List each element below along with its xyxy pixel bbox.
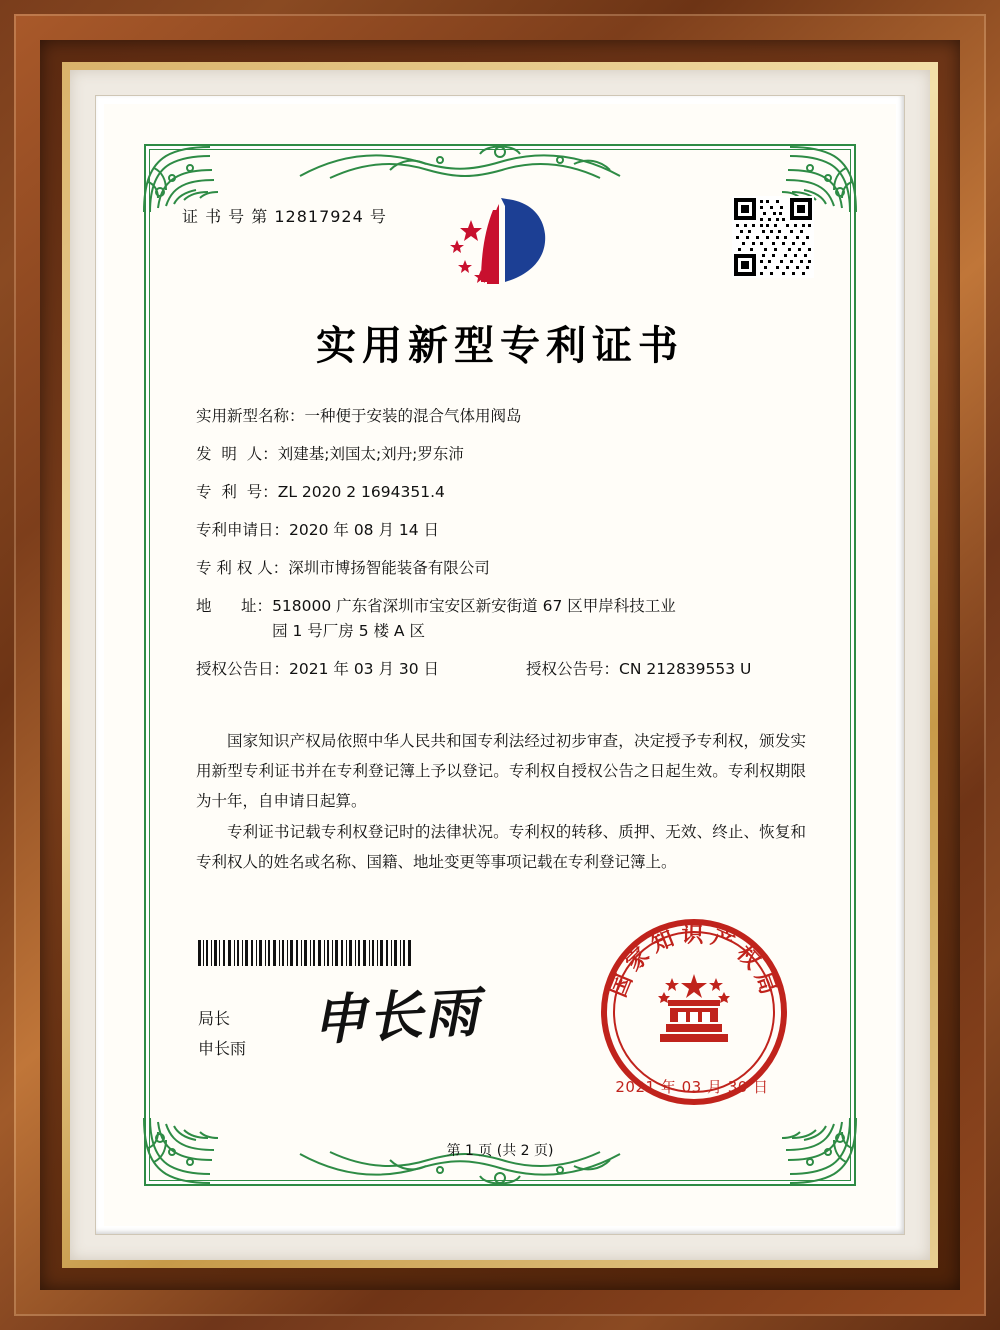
- certificate-content: [182, 196, 818, 1159]
- field-value-line2: 园 1 号厂房 5 楼 A 区: [272, 622, 425, 641]
- certificate-number: 证 书 号 第 12817924 号: [182, 207, 387, 226]
- field-value: 刘建基;刘国太;刘丹;罗东沛: [277, 445, 464, 464]
- field-label: 发 明 人：: [196, 445, 278, 464]
- field-row-address: [196, 598, 808, 640]
- signature-role-label: 局长: [198, 1009, 231, 1028]
- grant-date-group: [196, 661, 526, 678]
- field-value-wrapper: [272, 598, 808, 640]
- field-label: 专 利 权 人：: [196, 559, 289, 578]
- grant-date-value: 2021 年 03 月 30 日: [289, 660, 440, 679]
- svg-text:国家知识产权局: 国家知识产权局: [606, 922, 783, 1004]
- field-row-application-date: [196, 522, 808, 539]
- field-label: 地 址：: [196, 597, 273, 616]
- field-row-name: [196, 408, 808, 425]
- field-value-line1: 518000 广东省深圳市宝安区新安街道 67 区甲岸科技工业: [272, 597, 676, 616]
- barcode-icon: [198, 940, 418, 966]
- field-label: 实用新型名称：: [196, 407, 305, 425]
- field-row-patentee: [196, 560, 808, 577]
- grant-number-group: [526, 661, 751, 678]
- field-value: 深圳市博扬智能装备有限公司: [288, 559, 490, 578]
- certificate-paper: [104, 104, 896, 1226]
- field-value: ZL 2020 2 1694351.4: [277, 483, 445, 502]
- grant-number-value: CN 212839553 U: [619, 660, 752, 679]
- seal-date: 2021 年 03 月 30 日: [615, 1078, 769, 1096]
- field-row-inventor: [196, 446, 808, 463]
- handwritten-signature: 申长雨: [310, 979, 482, 1053]
- page-title: 实用新型专利证书: [316, 323, 684, 369]
- cnipa-logo-icon: [435, 186, 565, 296]
- grant-date-label: 授权公告日：: [196, 660, 290, 679]
- qr-code-icon: [732, 196, 814, 278]
- field-label: 专利申请日：: [196, 521, 290, 540]
- signature-name: 申长雨: [198, 1039, 247, 1058]
- top-border-ornament-icon: [290, 132, 710, 184]
- page-footer: 第 1 页 (共 2 页): [446, 1143, 554, 1159]
- legal-paragraph-1: 国家知识产权局依照中华人民共和国专利法经过初步审查，决定授予专利权，颁发实用新型专利证书并在专利登记簿上予以登记。专利权自授权公告之日起生效。专利权期限为十年，自申请日起算。: [196, 732, 806, 811]
- field-row-grant: [196, 661, 808, 678]
- legal-text: [196, 726, 806, 877]
- field-row-patent-number: [196, 484, 808, 501]
- grant-number-label: 授权公告号：: [526, 660, 620, 679]
- field-list: [196, 408, 808, 696]
- legal-paragraph-2: 专利证书记载专利权登记时的法律状况。专利权的转移、质押、无效、终止、恢复和专利权人的姓名或名称、国籍、地址变更等事项记载在专利登记簿上。: [196, 822, 806, 871]
- field-label: 专 利 号：: [196, 483, 278, 502]
- field-value: 2020 年 08 月 14 日: [289, 521, 440, 540]
- field-value: 一种便于安装的混合气体用阀岛: [304, 407, 522, 425]
